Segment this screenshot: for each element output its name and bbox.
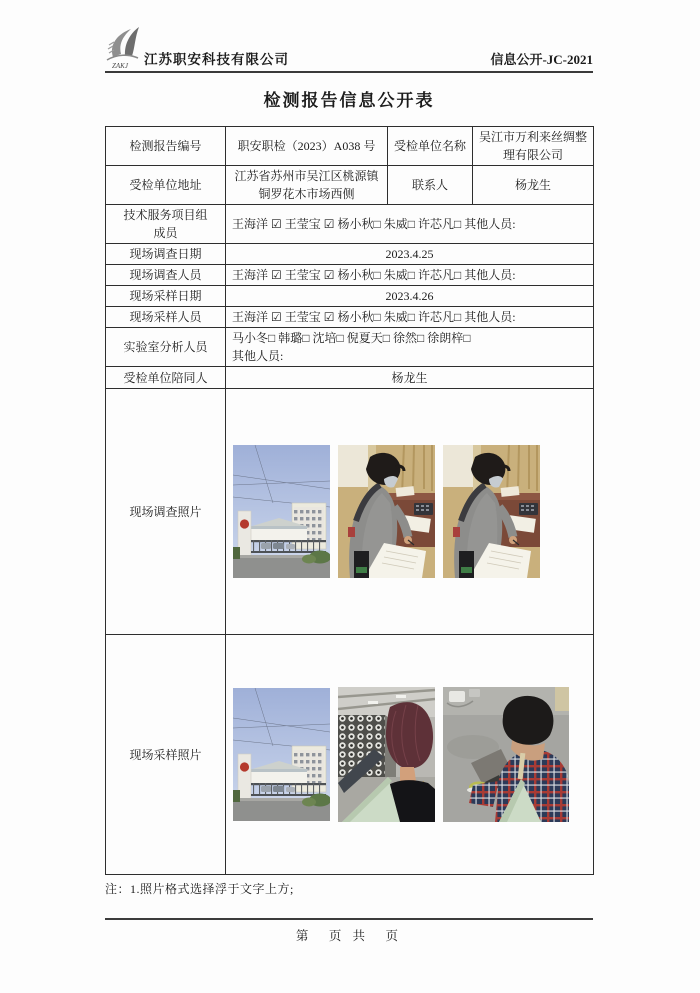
table-row xyxy=(106,127,594,166)
sampling-staff-label: 现场采样人员 xyxy=(106,307,226,328)
lab-staff-label: 实验室分析人员 xyxy=(106,328,226,367)
survey-staff-label: 现场调查人员 xyxy=(106,265,226,286)
footnote: 注：1.照片格式选择浮于文字上方; xyxy=(105,882,294,896)
sampling-date-label: 现场采样日期 xyxy=(106,286,226,307)
workshop-photo xyxy=(338,687,435,822)
escort-value: 杨龙生 xyxy=(226,367,594,389)
table-row xyxy=(106,635,594,875)
sampling-photos-label: 现场采样照片 xyxy=(106,635,226,875)
page-title: 检测报告信息公开表 xyxy=(263,91,435,110)
page-number: 第 页 共 页 xyxy=(295,929,403,943)
company-logo-icon xyxy=(105,26,141,70)
table-row xyxy=(106,265,594,286)
team-members-value: 王海洋 ☑ 王莹宝 ☑ 杨小秋□ 朱威□ 许芯凡□ 其他人员: xyxy=(226,205,594,244)
survey-photos-label: 现场调查照片 xyxy=(106,389,226,635)
table-row xyxy=(106,166,594,205)
survey-date-label: 现场调查日期 xyxy=(106,244,226,265)
page-footer xyxy=(105,918,593,944)
contact-label: 联系人 xyxy=(388,166,473,205)
unit-addr-value: 江苏省苏州市吴江区桃源镇铜罗花木市场西侧 xyxy=(226,166,388,205)
signing-photo xyxy=(338,445,435,578)
escort-label: 受检单位陪同人 xyxy=(106,367,226,389)
factory-gate-photo-2 xyxy=(233,688,330,821)
table-row xyxy=(106,389,594,635)
document-code: 信息公开-JC-2021 xyxy=(490,52,593,67)
report-no-label: 检测报告编号 xyxy=(106,127,226,166)
sampling-date-value: 2023.4.26 xyxy=(226,286,594,307)
sampling-worker-photo xyxy=(443,687,569,822)
table-row xyxy=(106,328,594,367)
survey-photos-cell xyxy=(226,389,594,635)
lab-staff-value xyxy=(226,328,594,367)
lab-staff-line2: 其他人员: xyxy=(232,349,284,363)
table-row xyxy=(106,307,594,328)
sampling-photos-cell xyxy=(226,635,594,875)
table-row xyxy=(106,286,594,307)
survey-staff-value: 王海洋 ☑ 王莹宝 ☑ 杨小秋□ 朱威□ 许芯凡□ 其他人员: xyxy=(226,265,594,286)
page-header xyxy=(105,26,593,70)
sampling-staff-value: 王海洋 ☑ 王莹宝 ☑ 杨小秋□ 朱威□ 许芯凡□ 其他人员: xyxy=(226,307,594,328)
table-row xyxy=(106,205,594,244)
report-table xyxy=(105,126,594,875)
report-no-value: 职安职检（2023）A038 号 xyxy=(226,127,388,166)
team-label: 技术服务项目组成员 xyxy=(106,205,226,244)
signing-photo-duplicate xyxy=(443,445,540,578)
contact-value: 杨龙生 xyxy=(473,166,594,205)
header-divider xyxy=(105,71,593,73)
unit-addr-label: 受检单位地址 xyxy=(106,166,226,205)
unit-name-value: 吴江市万利来丝绸整理有限公司 xyxy=(473,127,594,166)
unit-name-label: 受检单位名称 xyxy=(388,127,473,166)
factory-gate-photo xyxy=(233,445,330,578)
company-name: 江苏职安科技有限公司 xyxy=(144,52,289,67)
table-row xyxy=(106,244,594,265)
lab-staff-line1: 马小冬□ 韩璐□ 沈培□ 倪夏天□ 徐然□ 徐朗梓□ xyxy=(232,331,471,345)
table-row xyxy=(106,367,594,389)
logo-text: ZAKJ xyxy=(112,62,128,70)
survey-date-value: 2023.4.25 xyxy=(226,244,594,265)
